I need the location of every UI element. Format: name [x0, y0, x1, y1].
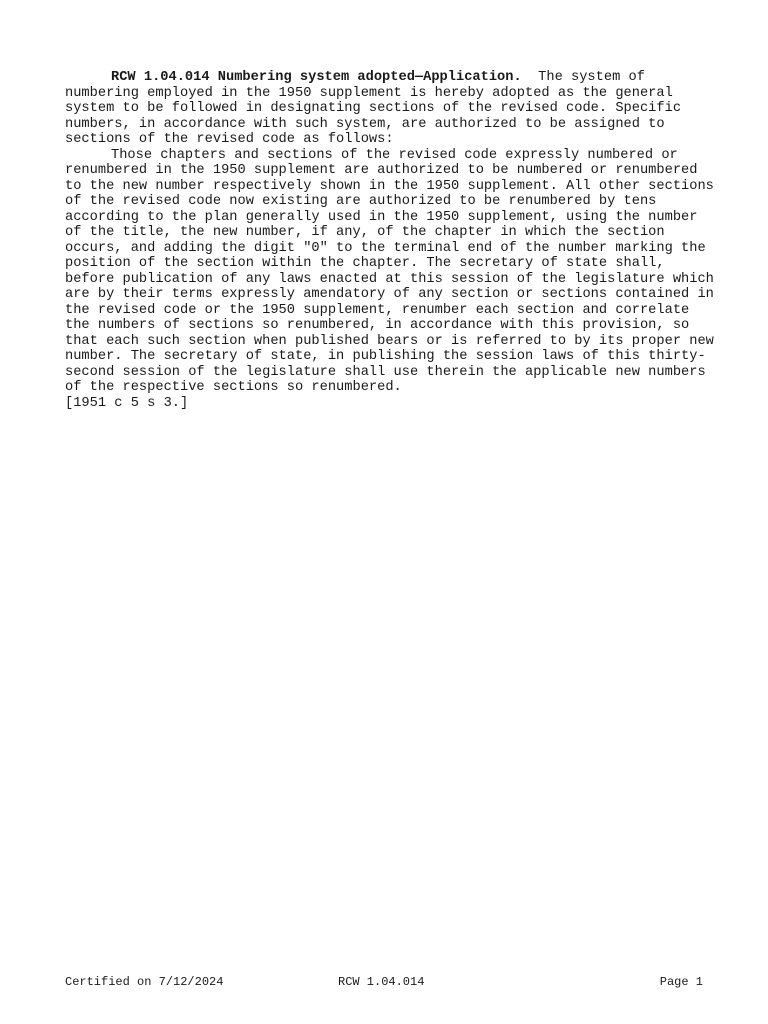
paragraph-2: Those chapters and sections of the revised code expressly numbered or renumbered in the 1950 supplement are authorized to be numbered or renumbered to the new number respectively shown in the 1950 supplement. All other sections of the revised code now existing are authorized to be renumbered by tens according to the plan generally used in the 1950 supplement, using the number of the title, the new number, if any, of the chapter in which the section occurs, and adding the digit "0" to the terminal end of the number marking the position of the section within the chapter. The secretary of state shall, before publication of any laws enacted at this session of the legislature which are by their terms expressly amendatory of any section or sections contained in the revised code or the 1950 supplement, renumber each section and correlate the numbers of sections so renumbered, in accordance with this provision, so that each such section when published bears or is referred to by its proper new number. The secretary of state, in publishing the session laws of this thirty-second session of the legislature shall use therein the applicable new numbers of the respective sections so renumbered. — [65, 147, 714, 395]
paragraph-1-text: The system of numbering employed in the 1950 supplement is hereby adopted as the general system to be followed in designating sections of the revised code. Specific numbers, in accordance with such system, are authorized to be assigned to sections of the revised code as follows: — [65, 70, 682, 147]
page-number: Page 1 — [659, 975, 703, 989]
paragraph-1 — [65, 70, 715, 148]
footer-citation: RCW 1.04.014 — [338, 975, 425, 989]
history-note: [1951 c 5 s 3.] — [65, 395, 189, 411]
certified-date: Certified on 7/12/2024 — [65, 975, 224, 989]
statute-body — [65, 70, 715, 411]
section-heading: RCW 1.04.014 Numbering system adopted—Application. — [111, 70, 522, 85]
